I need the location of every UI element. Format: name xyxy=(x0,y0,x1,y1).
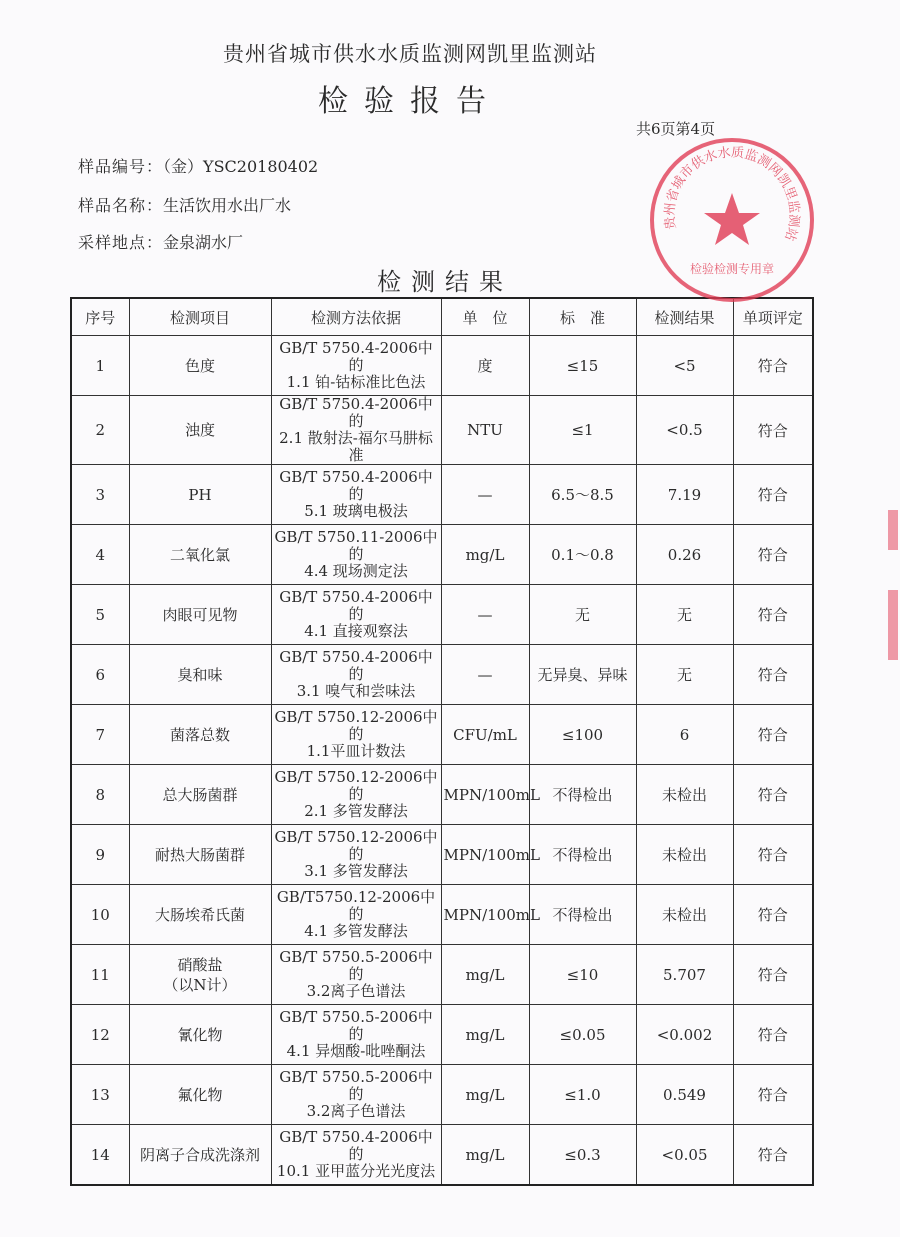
cell-standard: 6.5～8.5 xyxy=(529,465,636,525)
header-verdict: 单项评定 xyxy=(733,298,813,336)
cell-item: 浊度 xyxy=(129,396,271,465)
method-line-2: 1.1 铂-钴标准比色法 xyxy=(286,373,426,391)
cell-unit: — xyxy=(441,465,529,525)
method-line-1: GB/T5750.12-2006中的 xyxy=(276,888,436,923)
header-no: 序号 xyxy=(71,298,129,336)
cell-verdict: 符合 xyxy=(733,1125,813,1186)
cell-verdict: 符合 xyxy=(733,765,813,825)
method-line-2: 1.1平皿计数法 xyxy=(306,742,406,760)
cell-unit: — xyxy=(441,645,529,705)
cell-result: 未检出 xyxy=(636,825,733,885)
cell-verdict: 符合 xyxy=(733,825,813,885)
official-seal-stamp xyxy=(647,135,817,305)
cell-result: 7.19 xyxy=(636,465,733,525)
table-row xyxy=(71,705,813,765)
cell-unit: 度 xyxy=(441,336,529,396)
method-line-1: GB/T 5750.4-2006中的 xyxy=(279,588,433,623)
cell-item: 氟化物 xyxy=(129,1065,271,1125)
cell-unit: — xyxy=(441,585,529,645)
sample-number-value: （金）YSC20180402 xyxy=(163,157,319,176)
cell-method xyxy=(271,645,441,705)
cell-standard: ≤1.0 xyxy=(529,1065,636,1125)
cell-verdict: 符合 xyxy=(733,705,813,765)
method-line-2: 10.1 亚甲蓝分光光度法 xyxy=(276,1162,436,1180)
cell-no: 3 xyxy=(71,465,129,525)
method-line-2: 4.1 多管发酵法 xyxy=(304,922,408,940)
sample-name-value: 生活饮用水出厂水 xyxy=(163,196,292,215)
cell-no: 11 xyxy=(71,945,129,1005)
cell-verdict: 符合 xyxy=(733,885,813,945)
cell-standard: 无异臭、异味 xyxy=(529,645,636,705)
cell-verdict: 符合 xyxy=(733,1065,813,1125)
cell-item: 菌落总数 xyxy=(129,705,271,765)
method-line-1: GB/T 5750.12-2006中的 xyxy=(274,768,438,803)
cell-no: 12 xyxy=(71,1005,129,1065)
cell-verdict: 符合 xyxy=(733,336,813,396)
cell-item: 二氧化氯 xyxy=(129,525,271,585)
edge-stamp-fragment xyxy=(888,510,898,550)
header-standard: 标 准 xyxy=(529,298,636,336)
table-row xyxy=(71,1125,813,1186)
page-indicator: 共6页第4页 xyxy=(636,120,716,138)
method-line-1: GB/T 5750.5-2006中的 xyxy=(279,1068,433,1103)
cell-standard: ≤1 xyxy=(529,396,636,465)
cell-standard: 无 xyxy=(529,585,636,645)
item-line-2: （以N计） xyxy=(163,975,237,994)
method-line-2: 5.1 玻璃电极法 xyxy=(304,502,408,520)
cell-unit: MPN/100mL xyxy=(441,765,529,825)
cell-method xyxy=(271,1065,441,1125)
cell-standard: ≤0.05 xyxy=(529,1005,636,1065)
method-line-1: GB/T 5750.12-2006中的 xyxy=(274,708,438,743)
cell-result: 未检出 xyxy=(636,765,733,825)
cell-method xyxy=(271,465,441,525)
report-title: 检验报告 xyxy=(318,84,502,119)
cell-unit: NTU xyxy=(441,396,529,465)
item-line-1: 硝酸盐 xyxy=(177,955,223,974)
cell-method xyxy=(271,1125,441,1186)
edge-stamp-fragment xyxy=(888,590,898,660)
cell-verdict: 符合 xyxy=(733,1005,813,1065)
table-row xyxy=(71,645,813,705)
cell-result: <0.002 xyxy=(636,1005,733,1065)
method-line-2: 2.1 多管发酵法 xyxy=(304,802,408,820)
method-line-1: GB/T 5750.11-2006中的 xyxy=(274,528,438,563)
cell-unit: mg/L xyxy=(441,1125,529,1186)
cell-unit: mg/L xyxy=(441,1005,529,1065)
sample-number-row xyxy=(78,154,318,177)
method-line-1: GB/T 5750.4-2006中的 xyxy=(279,1128,433,1163)
cell-standard: ≤0.3 xyxy=(529,1125,636,1186)
cell-standard: 不得检出 xyxy=(529,765,636,825)
cell-result: 0.26 xyxy=(636,525,733,585)
cell-item: 色度 xyxy=(129,336,271,396)
cell-item: 肉眼可见物 xyxy=(129,585,271,645)
method-line-2: 3.2离子色谱法 xyxy=(306,982,406,1000)
table-row xyxy=(71,585,813,645)
cell-result: 未检出 xyxy=(636,885,733,945)
header-unit: 单 位 xyxy=(441,298,529,336)
header-method: 检测方法依据 xyxy=(271,298,441,336)
cell-no: 1 xyxy=(71,336,129,396)
seal-ring-text: 贵州省城市供水水质监测网凯里监测站 xyxy=(662,145,802,243)
table-row xyxy=(71,336,813,396)
cell-no: 13 xyxy=(71,1065,129,1125)
cell-method xyxy=(271,945,441,1005)
method-line-1: GB/T 5750.4-2006中的 xyxy=(279,468,433,503)
method-line-2: 2.1 散射法-福尔马肼标准 xyxy=(279,429,433,464)
cell-method xyxy=(271,705,441,765)
method-line-2: 3.1 嗅气和尝味法 xyxy=(296,682,416,700)
cell-result: 5.707 xyxy=(636,945,733,1005)
method-line-2: 4.1 直接观察法 xyxy=(304,622,408,640)
cell-result: <5 xyxy=(636,336,733,396)
sample-number-label: 样品编号： xyxy=(78,157,164,176)
cell-method xyxy=(271,585,441,645)
cell-unit: mg/L xyxy=(441,1065,529,1125)
cell-result: 6 xyxy=(636,705,733,765)
cell-item: PH xyxy=(129,465,271,525)
cell-standard: ≤100 xyxy=(529,705,636,765)
table-row xyxy=(71,885,813,945)
cell-verdict: 符合 xyxy=(733,396,813,465)
method-line-1: GB/T 5750.12-2006中的 xyxy=(274,828,438,863)
cell-standard: 0.1～0.8 xyxy=(529,525,636,585)
cell-no: 8 xyxy=(71,765,129,825)
cell-verdict: 符合 xyxy=(733,585,813,645)
cell-method xyxy=(271,396,441,465)
cell-no: 9 xyxy=(71,825,129,885)
method-line-1: GB/T 5750.4-2006中的 xyxy=(279,395,433,430)
cell-method xyxy=(271,525,441,585)
organization-name: 贵州省城市供水水质监测网凯里监测站 xyxy=(223,42,597,66)
header-result: 检测结果 xyxy=(636,298,733,336)
header-item: 检测项目 xyxy=(129,298,271,336)
cell-no: 5 xyxy=(71,585,129,645)
table-row xyxy=(71,1005,813,1065)
cell-no: 14 xyxy=(71,1125,129,1186)
table-row xyxy=(71,945,813,1005)
table-row xyxy=(71,765,813,825)
cell-method xyxy=(271,336,441,396)
method-line-1: GB/T 5750.4-2006中的 xyxy=(279,648,433,683)
table-row xyxy=(71,1065,813,1125)
table-row xyxy=(71,396,813,465)
cell-standard: ≤10 xyxy=(529,945,636,1005)
cell-standard: 不得检出 xyxy=(529,885,636,945)
method-line-1: GB/T 5750.5-2006中的 xyxy=(279,1008,433,1043)
cell-method xyxy=(271,825,441,885)
method-line-1: GB/T 5750.4-2006中的 xyxy=(279,339,433,374)
cell-item: 臭和味 xyxy=(129,645,271,705)
sampling-location-value: 金泉湖水厂 xyxy=(163,233,244,252)
method-line-2: 3.1 多管发酵法 xyxy=(304,862,408,880)
method-line-1: GB/T 5750.5-2006中的 xyxy=(279,948,433,983)
cell-standard: ≤15 xyxy=(529,336,636,396)
cell-unit: mg/L xyxy=(441,945,529,1005)
cell-result: 无 xyxy=(636,585,733,645)
cell-no: 10 xyxy=(71,885,129,945)
cell-result: <0.05 xyxy=(636,1125,733,1186)
cell-no: 2 xyxy=(71,396,129,465)
sample-name-row xyxy=(78,193,291,216)
cell-no: 7 xyxy=(71,705,129,765)
cell-unit: MPN/100mL xyxy=(441,825,529,885)
cell-item: 总大肠菌群 xyxy=(129,765,271,825)
cell-verdict: 符合 xyxy=(733,525,813,585)
cell-method xyxy=(271,765,441,825)
results-table xyxy=(70,297,814,1186)
cell-item: 氰化物 xyxy=(129,1005,271,1065)
cell-result: 0.549 xyxy=(636,1065,733,1125)
cell-no: 6 xyxy=(71,645,129,705)
sampling-location-label: 采样地点： xyxy=(78,233,164,252)
results-heading: 检测结果 xyxy=(377,268,513,296)
method-line-2: 3.2离子色谱法 xyxy=(306,1102,406,1120)
cell-item: 阴离子合成洗涤剂 xyxy=(129,1125,271,1186)
method-line-2: 4.4 现场测定法 xyxy=(304,562,408,580)
cell-unit: CFU/mL xyxy=(441,705,529,765)
seal-star-icon xyxy=(704,193,760,245)
table-row xyxy=(71,525,813,585)
cell-verdict: 符合 xyxy=(733,645,813,705)
method-line-2: 4.1 异烟酸-吡唑酮法 xyxy=(286,1042,426,1060)
cell-method xyxy=(271,885,441,945)
cell-standard: 不得检出 xyxy=(529,825,636,885)
cell-item: 大肠埃希氏菌 xyxy=(129,885,271,945)
cell-item xyxy=(129,945,271,1005)
sampling-location-row xyxy=(78,230,243,253)
cell-verdict: 符合 xyxy=(733,945,813,1005)
seal-bottom-text: 检验检测专用章 xyxy=(689,262,775,276)
cell-verdict: 符合 xyxy=(733,465,813,525)
sample-name-label: 样品名称： xyxy=(78,196,164,215)
cell-no: 4 xyxy=(71,525,129,585)
cell-method xyxy=(271,1005,441,1065)
cell-item: 耐热大肠菌群 xyxy=(129,825,271,885)
cell-unit: MPN/100mL xyxy=(441,885,529,945)
cell-result: 无 xyxy=(636,645,733,705)
cell-result: <0.5 xyxy=(636,396,733,465)
table-row xyxy=(71,465,813,525)
cell-unit: mg/L xyxy=(441,525,529,585)
table-row xyxy=(71,825,813,885)
